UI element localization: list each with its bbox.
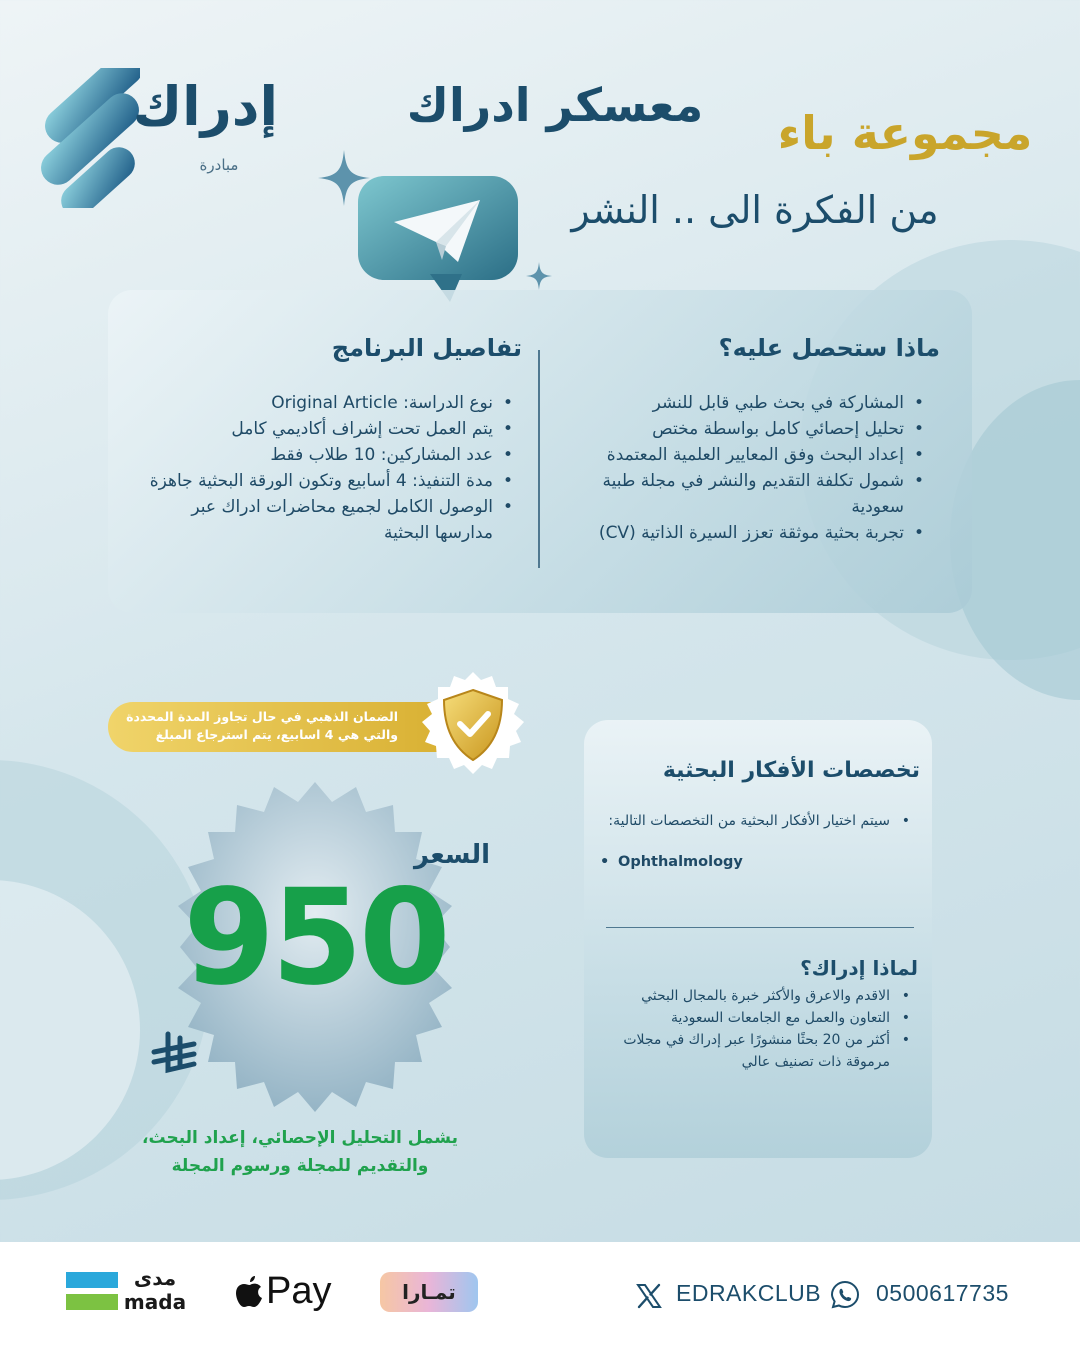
whatsapp-icon [830,1280,860,1310]
riyal-symbol-icon [150,1030,200,1078]
list-item: • عدد المشاركين: 10 طلاب فقط [130,442,515,468]
list-item: • المشاركة في بحث طبي قابل للنشر [560,390,926,416]
specialty-label: Ophthalmology [618,854,743,870]
program-heading: تفاصيل البرنامج [331,334,522,362]
mada-logo [66,1266,188,1314]
mada-english: mada [123,1290,187,1314]
guarantee-banner [108,702,468,752]
price-note-line-1: يشمل التحليل الإحصائي، إعداد البحث، [142,1128,458,1148]
list-item: • شمول تكلفة التقديم والنشر في مجلة طبية سعودية [560,468,926,520]
list-item: • الاقدم والاعرق والأكثر خبرة بالمجال البحثي [590,985,912,1007]
list-item: • مدة التنفيذ: 4 أسابيع وتكون الورقة البحثية جاهزة [130,468,515,494]
price-note [120,1124,480,1180]
price-label: السعر [414,840,490,870]
price-value: 950 [183,861,447,1015]
tamara-logo: تمـارا [380,1272,478,1312]
camp-title: معسكر ادراك [406,78,704,132]
list-item: • أكثر من 20 بحثًا منشورًا عبر إدراك في مجلات مرموقة ذات تصنيف عالي [590,1029,912,1073]
sparkle-small-icon [526,262,552,290]
mada-bar-blue [66,1272,118,1288]
benefits-heading: ماذا ستحصل عليه؟ [718,334,940,362]
logo-name: إدراك [132,75,278,138]
x-logo-icon [636,1283,662,1309]
mada-arabic: مدى [133,1266,177,1290]
price-note-line-2: والتقديم للمجلة ورسوم المجلة [171,1156,429,1176]
logo-subtitle: مبادرة [199,156,239,174]
specialties-card [584,720,932,1158]
why-list [590,985,912,1073]
shield-check-icon [420,672,526,778]
x-handle[interactable]: EDRAKCLUB [676,1280,822,1306]
paper-plane-bubble-icon [350,170,526,304]
list-item: • التعاون والعمل مع الجامعات السعودية [590,1007,912,1029]
specialties-heading: تخصصات الأفكار البحثية [662,758,920,783]
list-item: • يتم العمل تحت إشراف أكاديمي كامل [130,416,515,442]
logo-mark-icon [40,68,140,208]
guarantee-line-1: الضمان الذهبي في حال تجاوز المدة المحددة [126,709,398,724]
apple-pay-logo [236,1268,336,1314]
list-item: • إعداد البحث وفق المعايير العلمية المعتمدة [560,442,926,468]
study-type-value: Original Article [271,393,398,413]
list-item: • تحليل إحصائي كامل بواسطة مختص [560,416,926,442]
program-list [130,390,515,546]
card-divider [538,350,540,568]
mada-bar-green [66,1294,118,1310]
list-item: • تجربة بحثية موثقة تعزز السيرة الذاتية (CV) [560,520,926,546]
guarantee-line-2: والتي هي 4 اسابيع، يتم استرجاع المبلغ [155,727,398,742]
specialties-divider [606,927,914,928]
group-title: مجموعة باء [777,106,1033,160]
benefits-list [560,390,926,546]
list-item [130,390,515,416]
specialties-intro-list [600,810,912,832]
specialty-item: • Ophthalmology [600,854,743,870]
list-item: • سيتم اختيار الأفكار البحثية من التخصصات التالية: [600,810,912,832]
apple-pay-text: Pay [266,1270,332,1312]
tagline: من الفكرة الى .. النشر [571,188,939,232]
list-item: • الوصول الكامل لجميع محاضرات ادراك عبر مدارسها البحثية [130,494,515,546]
phone-number[interactable]: 0500617735 [876,1280,1009,1306]
apple-icon [236,1274,264,1308]
why-heading: لماذا إدراك؟ [800,956,918,980]
study-type-label: نوع الدراسة: [397,393,493,413]
